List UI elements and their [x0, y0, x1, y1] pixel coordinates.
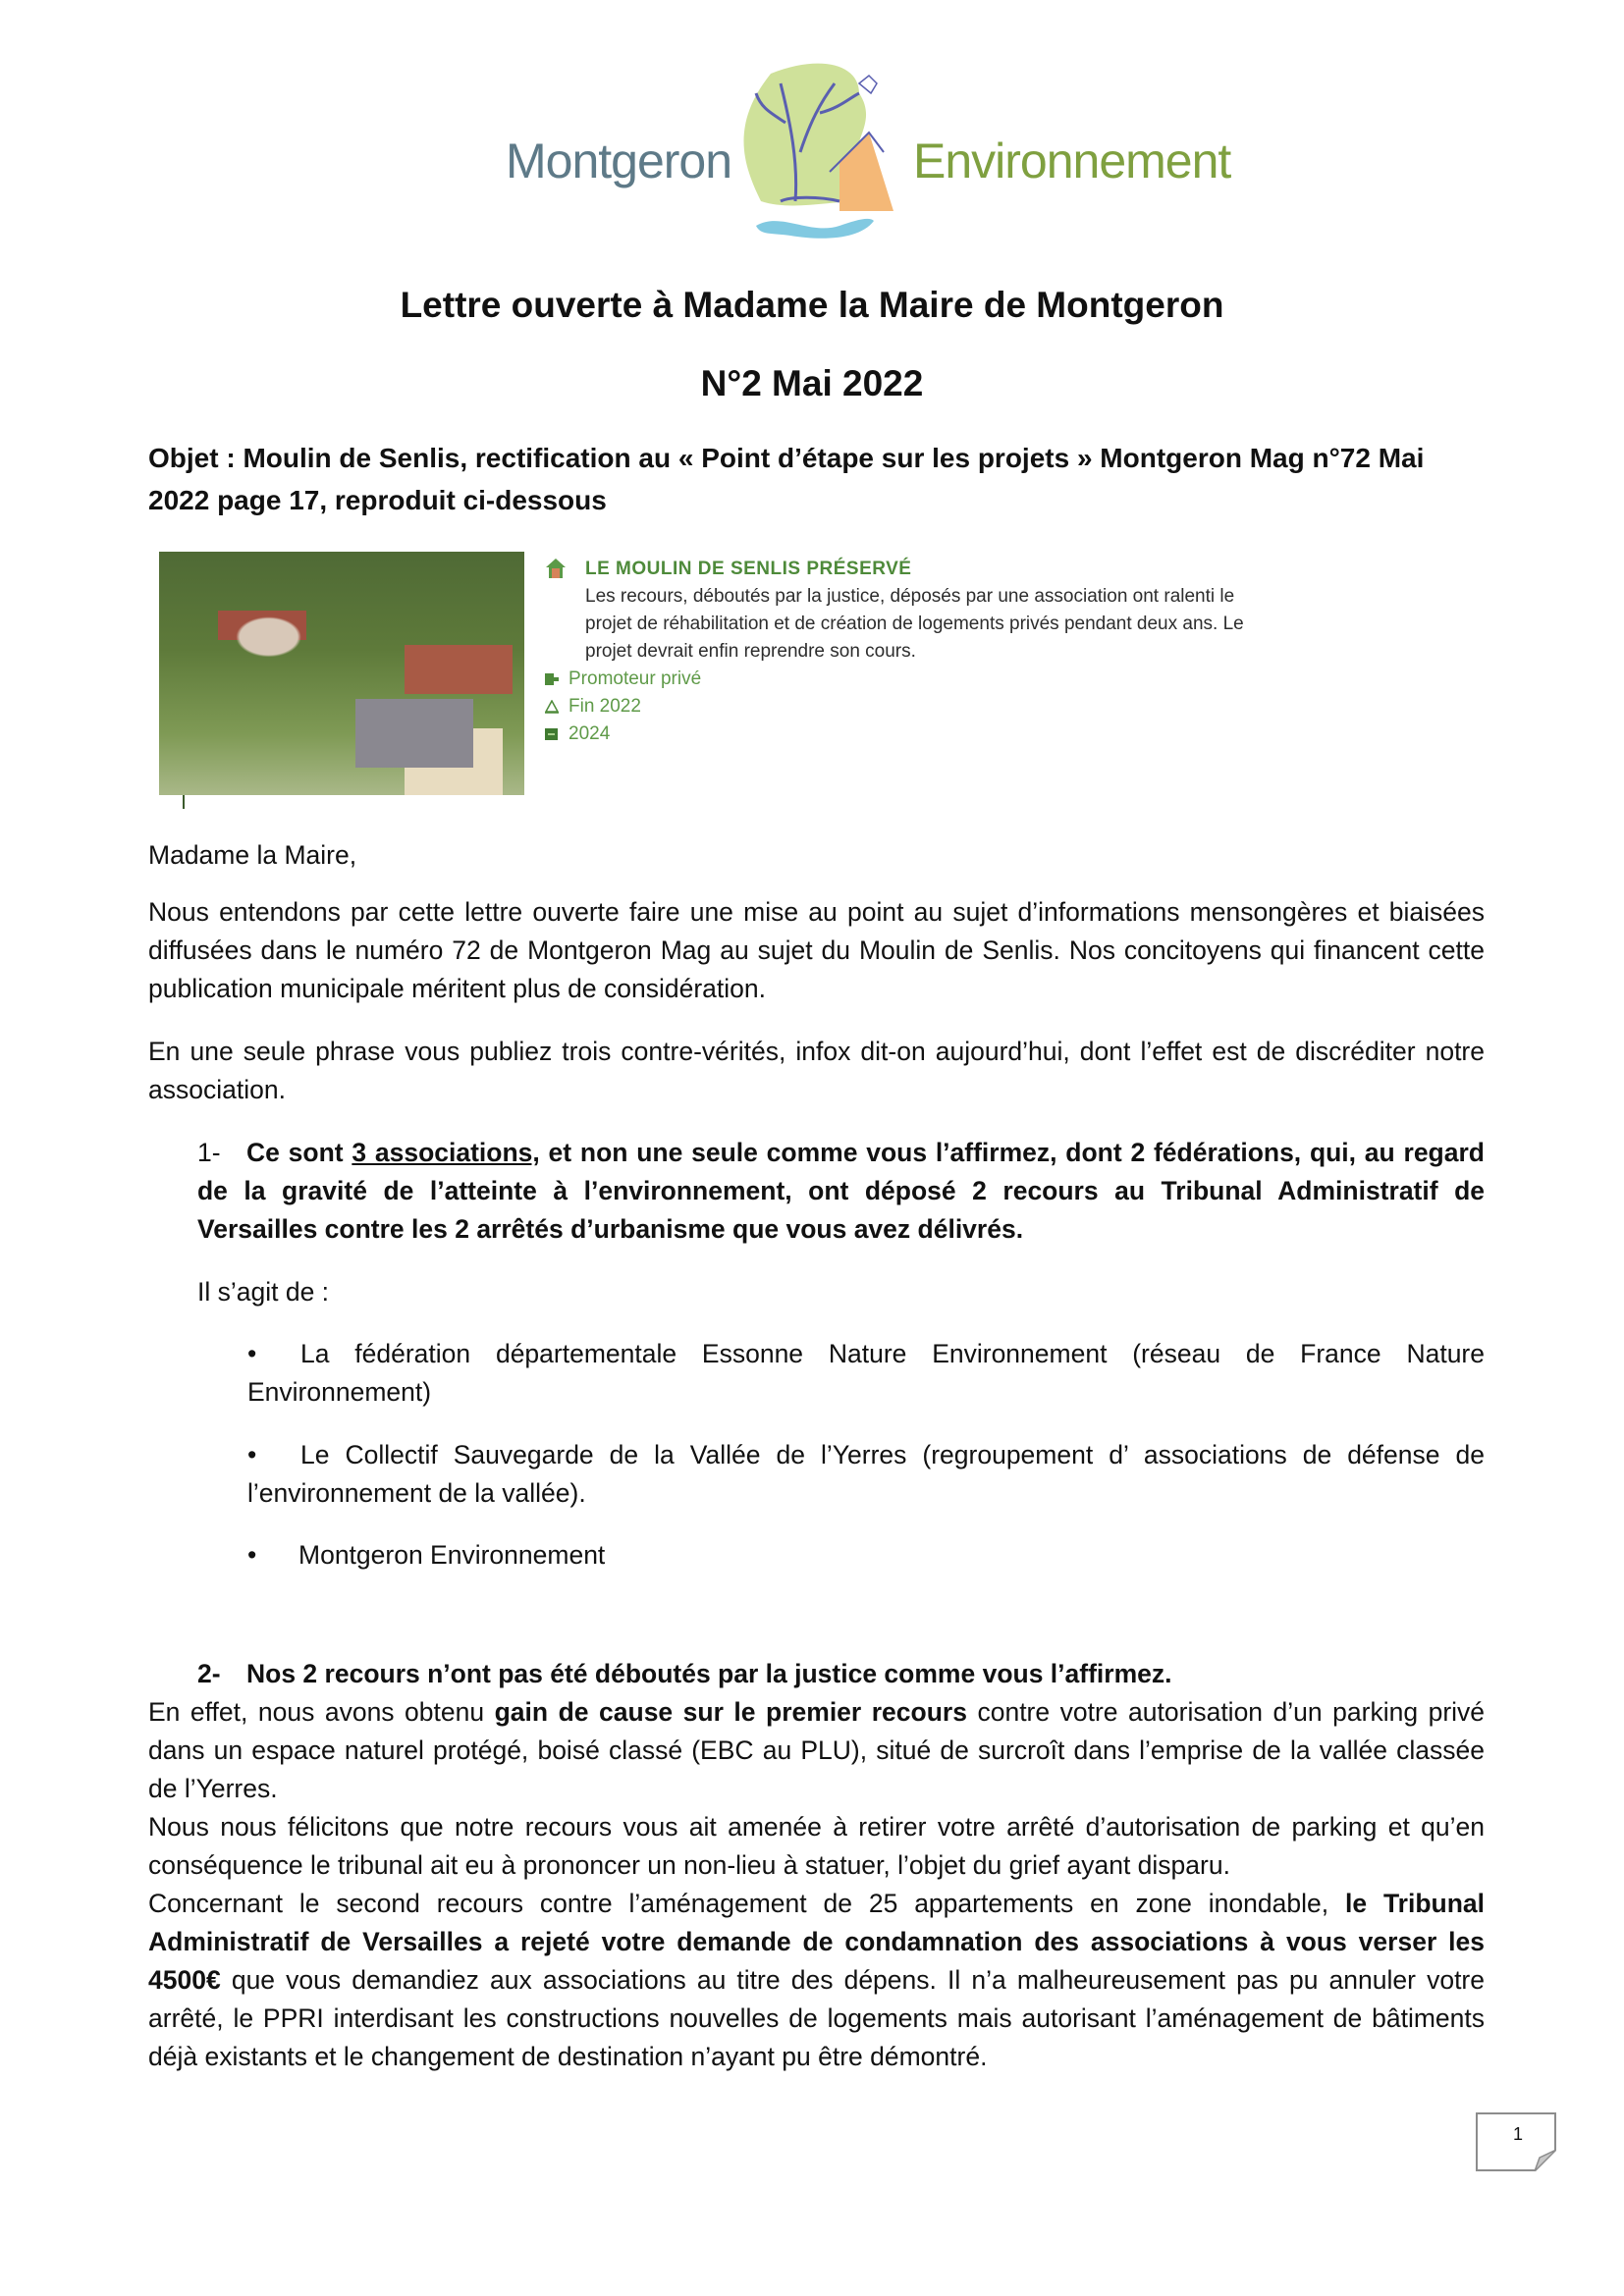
builder-icon [545, 672, 559, 686]
paragraph-premier-recours: En effet, nous avons obtenu gain de cause sur le premier recours contre votre autorisation d’un parking privé dans un espace naturel protégé, boisé classé (EBC au PLU), situé de surcroît dans l’emprise de la vallée classée de l’Yerres. [148, 1697, 1486, 1803]
excerpt-meta-start: Fin 2022 [545, 693, 1252, 721]
excerpt-meta-promoteur: Promoteur privé [545, 666, 1252, 693]
magazine-excerpt [545, 556, 1252, 748]
list-item: • Le Collectif Sauvegarde de la Vallée de l’Yerres (regroupement d’ associations de défense de l’environnement de la vallée). [247, 1436, 1485, 1513]
point-2: 2- Nos 2 recours n’ont pas été déboutés par la justice comme vous l’affirmez. [197, 1655, 1485, 1693]
paragraph-intro: Nous entendons par cette lettre ouverte faire une mise au point au sujet d’informations mensongères et biaisées diffusées dans le numéro 72 de Montgeron Mag au sujet du Moulin de Senlis. Nos concitoyens qui financent cette publication municipale méritent plus de considération. [148, 897, 1485, 1003]
excerpt-body: Les recours, déboutés par la justice, déposés par une association ont ralenti le projet de réhabilitation et de création de logements privés pendant deux ans. Le projet devrait enfin reprendre son cours. [585, 586, 1244, 662]
bullet-icon: • [247, 1440, 257, 1469]
page-curl-icon [1535, 2150, 1556, 2171]
tree-house-river-icon [712, 54, 908, 245]
montgeron-environnement-logo [506, 54, 1252, 245]
excerpt-meta-end: 2024 [545, 721, 1252, 748]
three-associations-underlined: 3 associations, [352, 1138, 540, 1167]
logo-word-environnement: Environnement [913, 133, 1231, 188]
bullet-icon: • [247, 1540, 257, 1570]
letter-title: Lettre ouverte à Madame la Maire de Montgeron [400, 285, 1224, 325]
paragraph-second-recours: Concernant le second recours contre l’aménagement de 25 appartements en zone inondable, le Tribunal Administratif de Versailles a rejeté votre demande de condamnation des associations à vous verser les 4500€ que vous demandiez aux associations au titre des dépens. Il n’a malheureusement pas pu annuler votre arrêté, le PPRI interdisant les constructions nouvelles de logements mais autorisant l’aménagement de bâtiments déjà existants et le changement de destination n’ayant pu être démontré. [148, 1889, 1486, 2071]
il-sagit-de: Il s’agit de : [197, 1277, 330, 1307]
point-2-number: 2- [197, 1659, 221, 1688]
house-icon [545, 558, 567, 579]
excerpt-heading: LE MOULIN DE SENLIS PRÉSERVÉ [585, 556, 1252, 583]
page-number: 1 [1512, 2124, 1523, 2144]
list-item: • La fédération départementale Essonne Nature Environnement (réseau de France Nature Environnement) [247, 1335, 1485, 1412]
page-number-box [1476, 2112, 1556, 2171]
point-1: 1- Ce sont 3 associations, et non une seule comme vous l’affirmez, dont 2 fédérations, qui, au regard de la gravité de l’atteinte à l’environnement, ont déposé 2 recours au Tribunal Administratif de Versailles contre les 2 arrêtés d’urbanisme que vous avez délivrés. [197, 1134, 1485, 1249]
start-icon [545, 700, 559, 714]
letter-subject: Objet : Moulin de Senlis, rectification au « Point d’étape sur les projets » Montgeron Mag n°72 Mai 2022 page 17, reproduit ci-dessous [148, 443, 1425, 515]
paragraph-felicitons: Nous nous félicitons que notre recours vous ait amenée à retirer votre arrêté d’autorisation de parking et qu’en conséquence le tribunal ait eu à prononcer un non-lieu à statuer, l’objet du grief ayant disparu. [148, 1812, 1485, 1880]
calendar-icon [545, 727, 559, 741]
paragraph-contre-verites: En une seule phrase vous publiez trois contre-vérités, infox dit-on aujourd’hui, dont l’effet est de discréditer notre association. [148, 1037, 1485, 1104]
point-1-number: 1- [197, 1138, 221, 1167]
moulin-aerial-photo [159, 552, 524, 795]
logo-word-montgeron: Montgeron [506, 133, 732, 188]
photo-marker [183, 795, 185, 809]
salutation: Madame la Maire, [148, 840, 357, 870]
list-item: • Montgeron Environnement [247, 1536, 1485, 1575]
bullet-icon: • [247, 1339, 257, 1368]
issue-number: N°2 Mai 2022 [700, 363, 924, 403]
